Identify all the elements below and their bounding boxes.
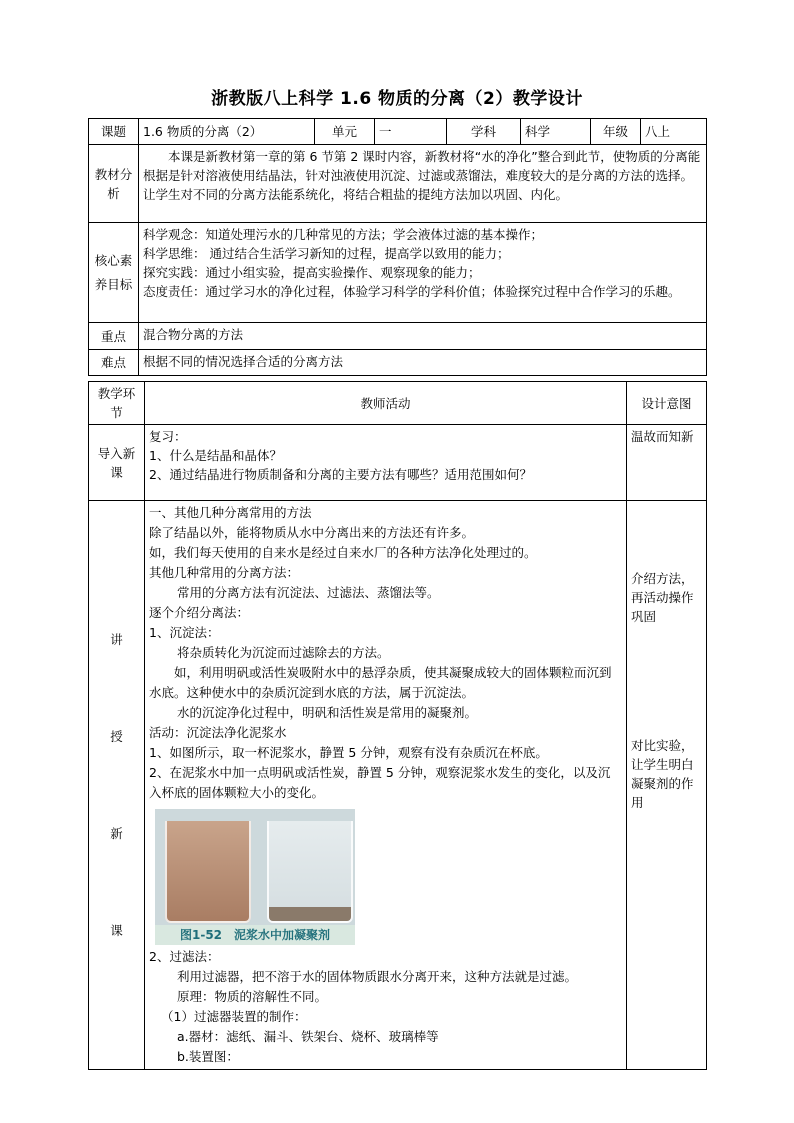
topic-label: 课题 xyxy=(89,119,139,145)
key-text: 混合物分离的方法 xyxy=(139,323,707,350)
topic-value: 1.6 物质的分离（2） xyxy=(139,119,315,145)
unit-value: 一 xyxy=(375,119,447,145)
teach-line: 2、过滤法： xyxy=(149,949,220,964)
teach-line: 1、如图所示，取一杯泥浆水，静置 5 分钟，观察有没有杂质沉在杯底。 xyxy=(149,745,548,760)
teach-line: 活动：沉淀法净化泥浆水 xyxy=(149,725,287,740)
difficulty-text: 根据不同的情况选择合适的分离方法 xyxy=(139,350,707,376)
teach-line: 1、沉淀法： xyxy=(149,625,220,640)
teach-line: 2、在泥浆水中加一点明矾或活性炭，静置 5 分钟，观察泥浆水发生的变化，以及沉入杯底的固体颗粒大小的变化。 xyxy=(149,765,611,800)
material-label: 教材分析 xyxy=(89,145,139,223)
teach-line: 水的沉淀净化过程中，明矾和活性炭是常用的凝聚剂。 xyxy=(177,705,478,720)
teach-line: 常用的分离方法有沉淀法、过滤法、蒸馏法等。 xyxy=(177,585,440,600)
teach-line: 原理：物质的溶解性不同。 xyxy=(177,989,328,1004)
teach-line: a.器材：滤纸、漏斗、铁架台、烧杯、玻璃棒等 xyxy=(177,1029,439,1044)
figure-caption: 图1-52 泥浆水中加凝聚剂 xyxy=(155,925,355,945)
sediment xyxy=(269,907,351,921)
info-table xyxy=(88,118,707,376)
stage-char: 讲 xyxy=(110,632,123,647)
teach-content xyxy=(145,501,627,1070)
subject-label: 学科 xyxy=(447,119,521,145)
stage-char: 课 xyxy=(110,923,123,938)
intro-line: 1、什么是结晶和晶体？ xyxy=(149,448,282,463)
intro-content xyxy=(145,425,627,501)
subject-value: 科学 xyxy=(521,119,591,145)
teach-line: 利用过滤器，把不溶于水的固体物质跟水分离开来，这种方法就是过滤。 xyxy=(177,969,578,984)
teach-intent xyxy=(627,501,707,1070)
material-text: 本课是新教材第一章的第 6 节第 2 课时内容，新教材将“水的净化”整合到此节，使物质的分离能根据是针对溶液使用结晶法，针对浊液使用沉淀、过滤或蒸馏法，难度较大的是分离的方法的选择。让学生对不同的分离方法能系统化，将结合粗盐的提纯方法加以巩固、内化。 xyxy=(139,145,707,223)
header-teacher: 教师活动 xyxy=(145,382,627,425)
literacy-line: 科学观念：知道处理污水的几种常见的方法；学会液体过滤的基本操作； xyxy=(143,227,544,242)
literacy-line: 态度责任：通过学习水的净化过程，体验学习科学的学科价值；体验探究过程中合作学习的乐趣。 xyxy=(143,284,681,299)
intro-intent: 温故而知新 xyxy=(627,425,707,501)
stage-char: 新 xyxy=(110,826,123,841)
teach-line: 其他几种常用的分离方法： xyxy=(149,565,300,580)
teach-line: 如，我们每天使用的自来水是经过自来水厂的各种方法净化处理过的。 xyxy=(149,545,537,560)
teach-line: （1）过滤器装置的制作： xyxy=(161,1009,307,1024)
process-table xyxy=(88,381,707,1070)
key-label: 重点 xyxy=(89,323,139,350)
teach-line: 将杂质转化为沉淀而过滤除去的方法。 xyxy=(177,645,390,660)
literacy-text xyxy=(139,223,707,323)
unit-label: 单元 xyxy=(315,119,375,145)
page-title: 浙教版八上科学 1.6 物质的分离（2）教学设计 xyxy=(211,89,583,109)
header-stage: 教学环节 xyxy=(89,382,145,425)
beaker-figure xyxy=(155,809,355,945)
teach-line: 如，利用明矾或活性炭吸附水中的悬浮杂质，使其凝聚成较大的固体颗粒而沉到水底。这种使水中的杂质沉淀到水底的方法，属于沉淀法。 xyxy=(149,665,612,700)
intro-stage: 导入新课 xyxy=(89,425,145,501)
teach-line: b.装置图： xyxy=(177,1049,239,1064)
intro-line: 复习： xyxy=(149,429,187,444)
intro-line: 2、通过结晶进行物质制备和分离的主要方法有哪些？适用范围如何？ xyxy=(149,467,532,482)
header-intent: 设计意图 xyxy=(627,382,707,425)
teach-line: 逐个介绍分离法： xyxy=(149,605,250,620)
clear-beaker xyxy=(267,821,353,923)
teach-line: 一、其他几种分离常用的方法 xyxy=(149,505,312,520)
grade-value: 八上 xyxy=(641,119,707,145)
intent-text: 对比实验，让学生明白凝聚剂的作用 xyxy=(631,738,694,810)
difficulty-label: 难点 xyxy=(89,350,139,376)
stage-char: 授 xyxy=(110,729,123,744)
teach-stage xyxy=(89,501,145,1070)
muddy-beaker xyxy=(165,821,251,923)
intent-text: 介绍方法，再活动操作巩固 xyxy=(631,571,694,624)
teach-line: 除了结晶以外，能将物质从水中分离出来的方法还有许多。 xyxy=(149,525,475,540)
literacy-label: 核心素养目标 xyxy=(89,223,139,323)
literacy-line: 探究实践：通过小组实验，提高实验操作、观察现象的能力； xyxy=(143,265,481,280)
grade-label: 年级 xyxy=(591,119,641,145)
literacy-line: 科学思维： 通过结合生活学习新知的过程，提高学以致用的能力； xyxy=(143,246,510,261)
